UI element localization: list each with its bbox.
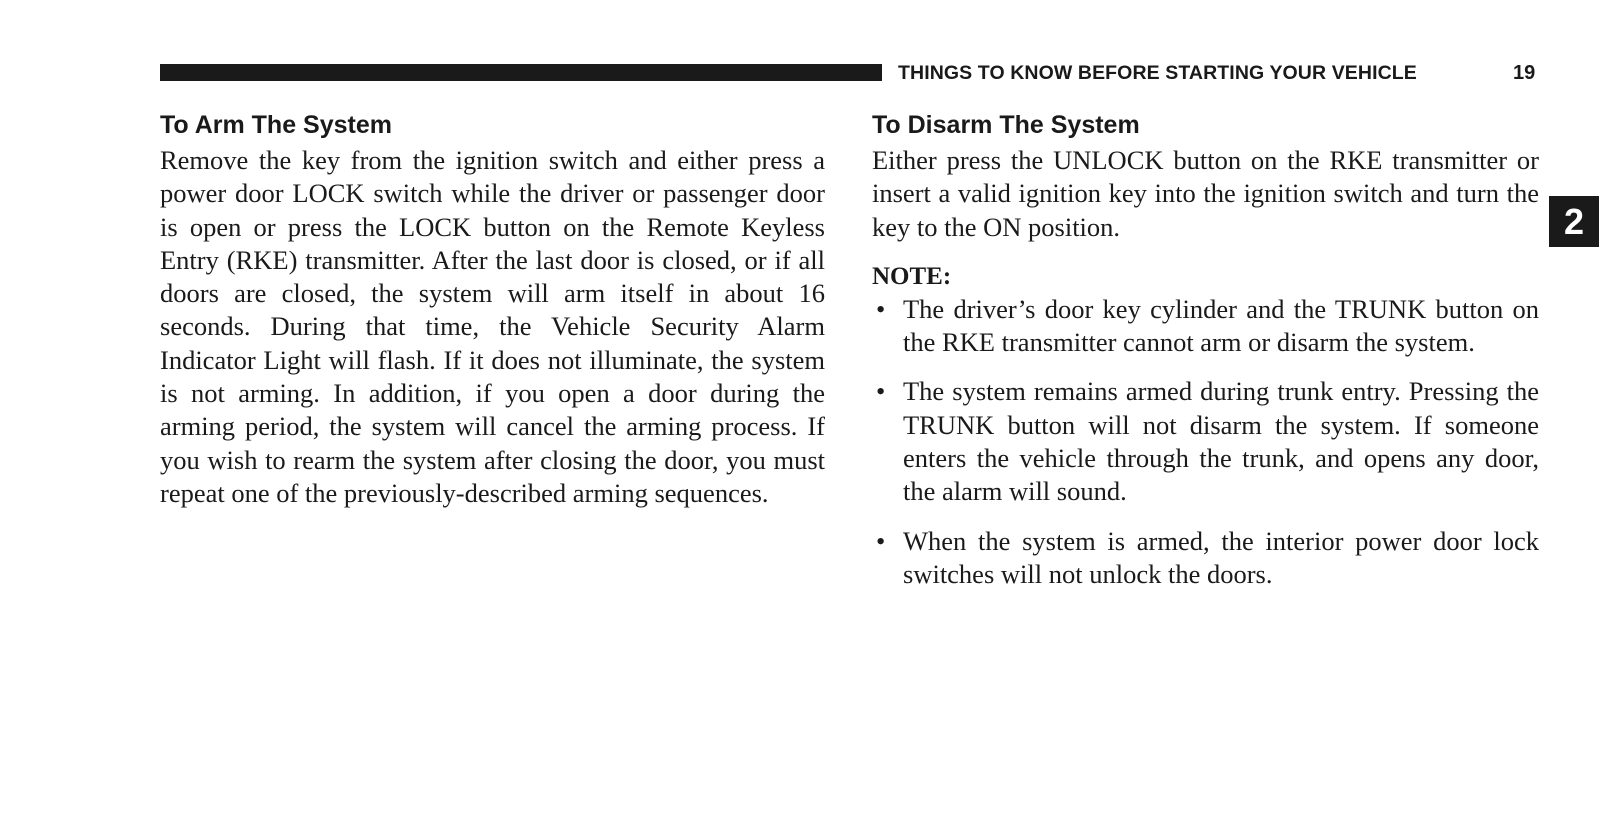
note-label: NOTE: (872, 262, 952, 290)
chapter-tab: 2 (1549, 196, 1599, 247)
bullet-icon: • (876, 525, 886, 556)
note-bullet-text: When the system is armed, the interior power door lock switches will not unlock the doors. (903, 525, 1539, 589)
note-bullet-text: The system remains armed during trunk entry. Pressing the TRUNK button will not disarm the system. If someone enters the vehicle through the trunk, and opens any door, the alarm will sound. (903, 376, 1539, 507)
right-column (872, 106, 1539, 607)
bullet-icon: • (876, 376, 886, 407)
header-rule (160, 64, 882, 81)
arm-system-heading: To Arm The System (160, 111, 392, 139)
note-bullet-item (872, 375, 1539, 508)
disarm-system-heading: To Disarm The System (872, 111, 1140, 139)
running-header-title: THINGS TO KNOW BEFORE STARTING YOUR VEHICLE (898, 62, 1417, 84)
note-bullet-item (872, 525, 1539, 592)
arm-system-paragraph: Remove the key from the ignition switch and either press a power door LOCK switch while the driver or passenger door is open or press the LOCK button on the Remote Keyless Entry (RKE) transmitter. After the last door is closed, or if all doors are closed, the system will arm itself in about 16 seconds. During that time, the Vehicle Security Alarm Indicator Light will flash. If it does not illuminate, the system is not arming. In addition, if you open a door during the arming period, the system will cancel the arming process. If you wish to rearm the system after closing the door, you must repeat one of the previously-described arming sequences. (160, 145, 825, 508)
page-number: 19 (1513, 62, 1536, 84)
disarm-system-paragraph: Either press the UNLOCK button on the RKE transmitter or insert a valid ignition key into the ignition switch and turn the key to the ON position. (872, 145, 1539, 242)
left-column (160, 106, 825, 510)
note-bullet-list (872, 293, 1539, 591)
bullet-icon: • (876, 293, 886, 324)
note-bullet-item (872, 293, 1539, 360)
note-bullet-text: The driver’s door key cylinder and the TRUNK button on the RKE transmitter cannot arm or disarm the system. (903, 293, 1539, 358)
